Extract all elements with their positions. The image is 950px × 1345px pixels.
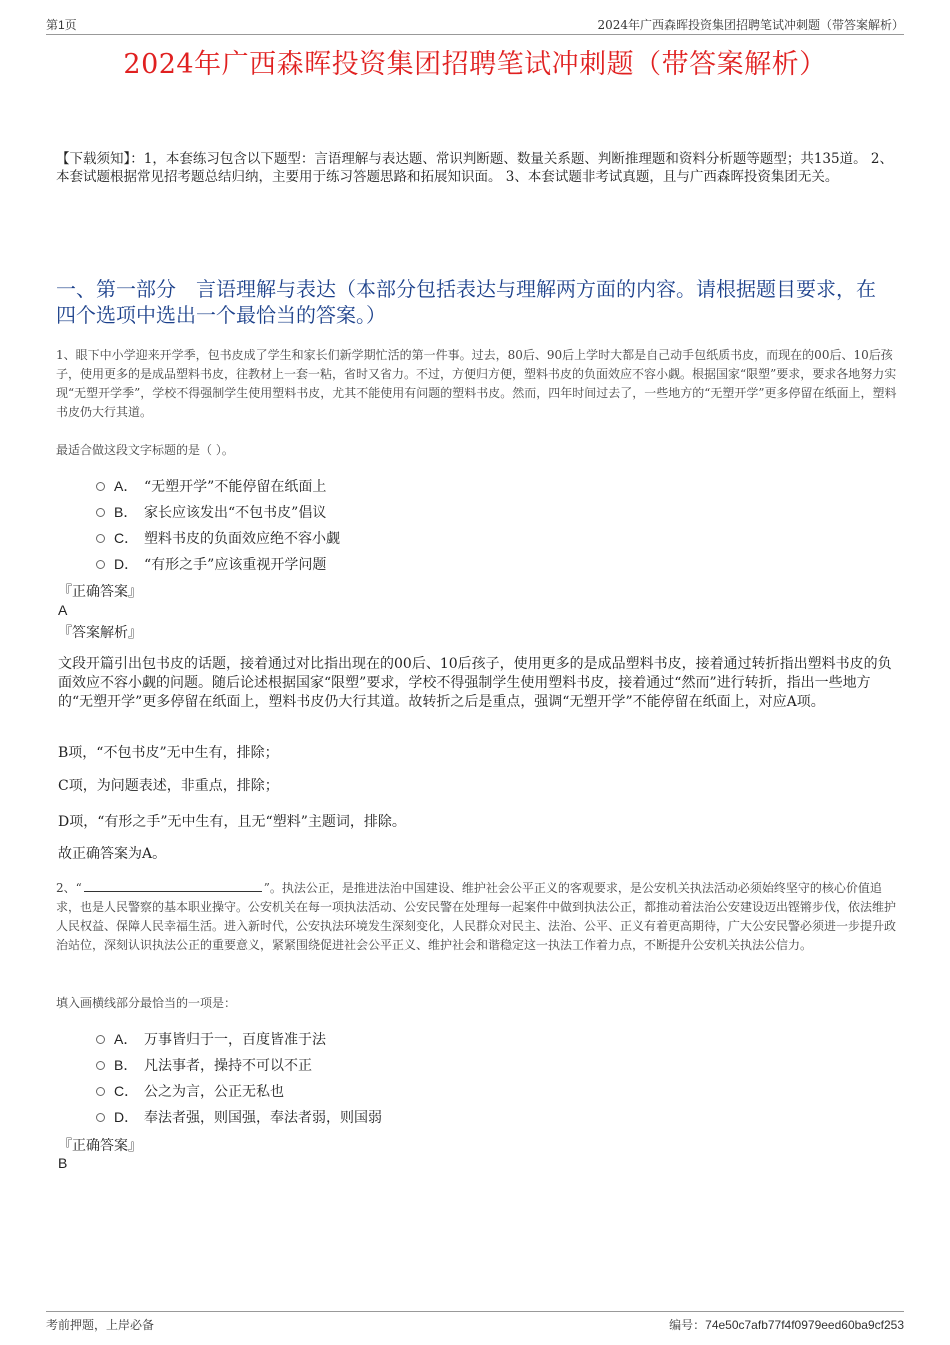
radio-button[interactable] <box>96 1035 105 1044</box>
fill-blank <box>84 879 262 892</box>
radio-button[interactable] <box>96 482 105 491</box>
radio-button[interactable] <box>96 1061 105 1070</box>
analysis-line-c: C项，为问题表述，非重点，排除； <box>58 778 279 794</box>
footer-slogan: 考前押题，上岸必备 <box>46 1318 155 1332</box>
section-heading: 一、第一部分 言语理解与表达（本部分包括表达与理解两方面的内容。请根据题目要求，在四个选项中选出一个最恰当的答案。） <box>56 277 876 327</box>
question-1-prompt: 最适合做这段文字标题的是（ ）。 <box>56 443 234 457</box>
radio-button[interactable] <box>96 1087 105 1096</box>
document-title: 2024年广西森晖投资集团招聘笔试冲刺题（带答案解析） <box>123 49 827 80</box>
question-2-text <box>56 879 898 955</box>
radio-button[interactable] <box>96 560 105 569</box>
analysis-label: 『答案解析』 <box>58 625 142 641</box>
page-header <box>46 14 904 35</box>
analysis-paragraph: 文段开篇引出包书皮的话题，接着通过对比指出现在的00后、10后孩子，使用更多的是成品塑料书皮，接着通过转折指出塑料书皮的负面效应不容小觑的问题。随后论述根据国家“限塑”要求，学校不得强制学生使用塑料书皮，接着通过“然而”进行转折，指出一些地方的“无塑开学”更多停留在纸面上，塑料书皮仍大行其道。故转折之后是重点，强调“无塑开学”不能停留在纸面上，对应A项。 <box>58 656 892 710</box>
radio-button[interactable] <box>96 534 105 543</box>
radio-button[interactable] <box>96 508 105 517</box>
header-doc-title: 2024年广西森晖投资集团招聘笔试冲刺题（带答案解析） <box>597 18 904 32</box>
correct-answer-label: 『正确答案』 <box>58 1138 142 1154</box>
question-2-number: 2、“ <box>56 881 82 895</box>
radio-button[interactable] <box>96 1113 105 1122</box>
analysis-conclusion: 故正确答案为A。 <box>58 846 167 862</box>
page-number: 第1页 <box>46 18 77 32</box>
analysis-line-b: B项，“不包书皮”无中生有，排除； <box>58 745 279 761</box>
correct-answer-value: A <box>58 602 68 618</box>
question-1-text: 1、眼下中小学迎来开学季，包书皮成了学生和家长们新学期忙活的第一件事。过去，80后、90后上学时大都是自己动手包纸质书皮，而现在的00后、10后孩子，使用更多的是成品塑料书皮，往教材上一套一粘，省时又省力。不过，方便归方便，塑料书皮的负面效应不容小觑。根据国家“限塑”要求，要求各地努力实现“无塑开学季”，学校不得强制学生使用塑料书皮，尤其不能使用有问题的塑料书皮。然而，四年时间过去了，一些地方的“无塑开学”更多停留在纸面上，塑料书皮仍大行其道。 <box>56 348 897 419</box>
correct-answer-value: B <box>58 1155 68 1171</box>
analysis-line-d: D项，“有形之手”无中生有，且无“塑料”主题词，排除。 <box>58 814 406 830</box>
download-notice: 【下载须知】：1，本套练习包含以下题型：言语理解与表达题、常识判断题、数量关系题、判断推理题和资料分析题等题型；共135道。 2、本套试题根据常见招考题总结归纳，主要用于练习答题思路和拓展知识面。 3、本套试题非考试真题，且与广西森晖投资集团无关。 <box>56 151 893 185</box>
document-id: 编号：74e50c7afb77f4f0979eed60ba9cf253 <box>669 1318 904 1332</box>
page-footer <box>46 1311 904 1334</box>
correct-answer-label: 『正确答案』 <box>58 584 142 600</box>
question-2-body: ”。执法公正，是推进法治中国建设、维护社会公平正义的客观要求，是公安机关执法活动必须始终坚守的核心价值追求，也是人民警察的基本职业操守。公安机关在每一项执法活动、公安民警在处理每一起案件中做到执法公正，都推动着法治公安建设迈出铿锵步伐，依法维护人民权益、保障人民幸福生活。进入新时代，公安执法环境发生深刻变化，人民群众对民主、法治、公平、正义有着更高期待，广大公安民警必须进一步提升政治站位，深刻认识执法公正的重要意义，紧紧围绕促进社会公平正义、维护社会和谐稳定这一执法工作着力点，不断提升公安机关执法公信力。 <box>56 881 897 952</box>
question-2-prompt: 填入画横线部分最恰当的一项是： <box>56 996 237 1010</box>
